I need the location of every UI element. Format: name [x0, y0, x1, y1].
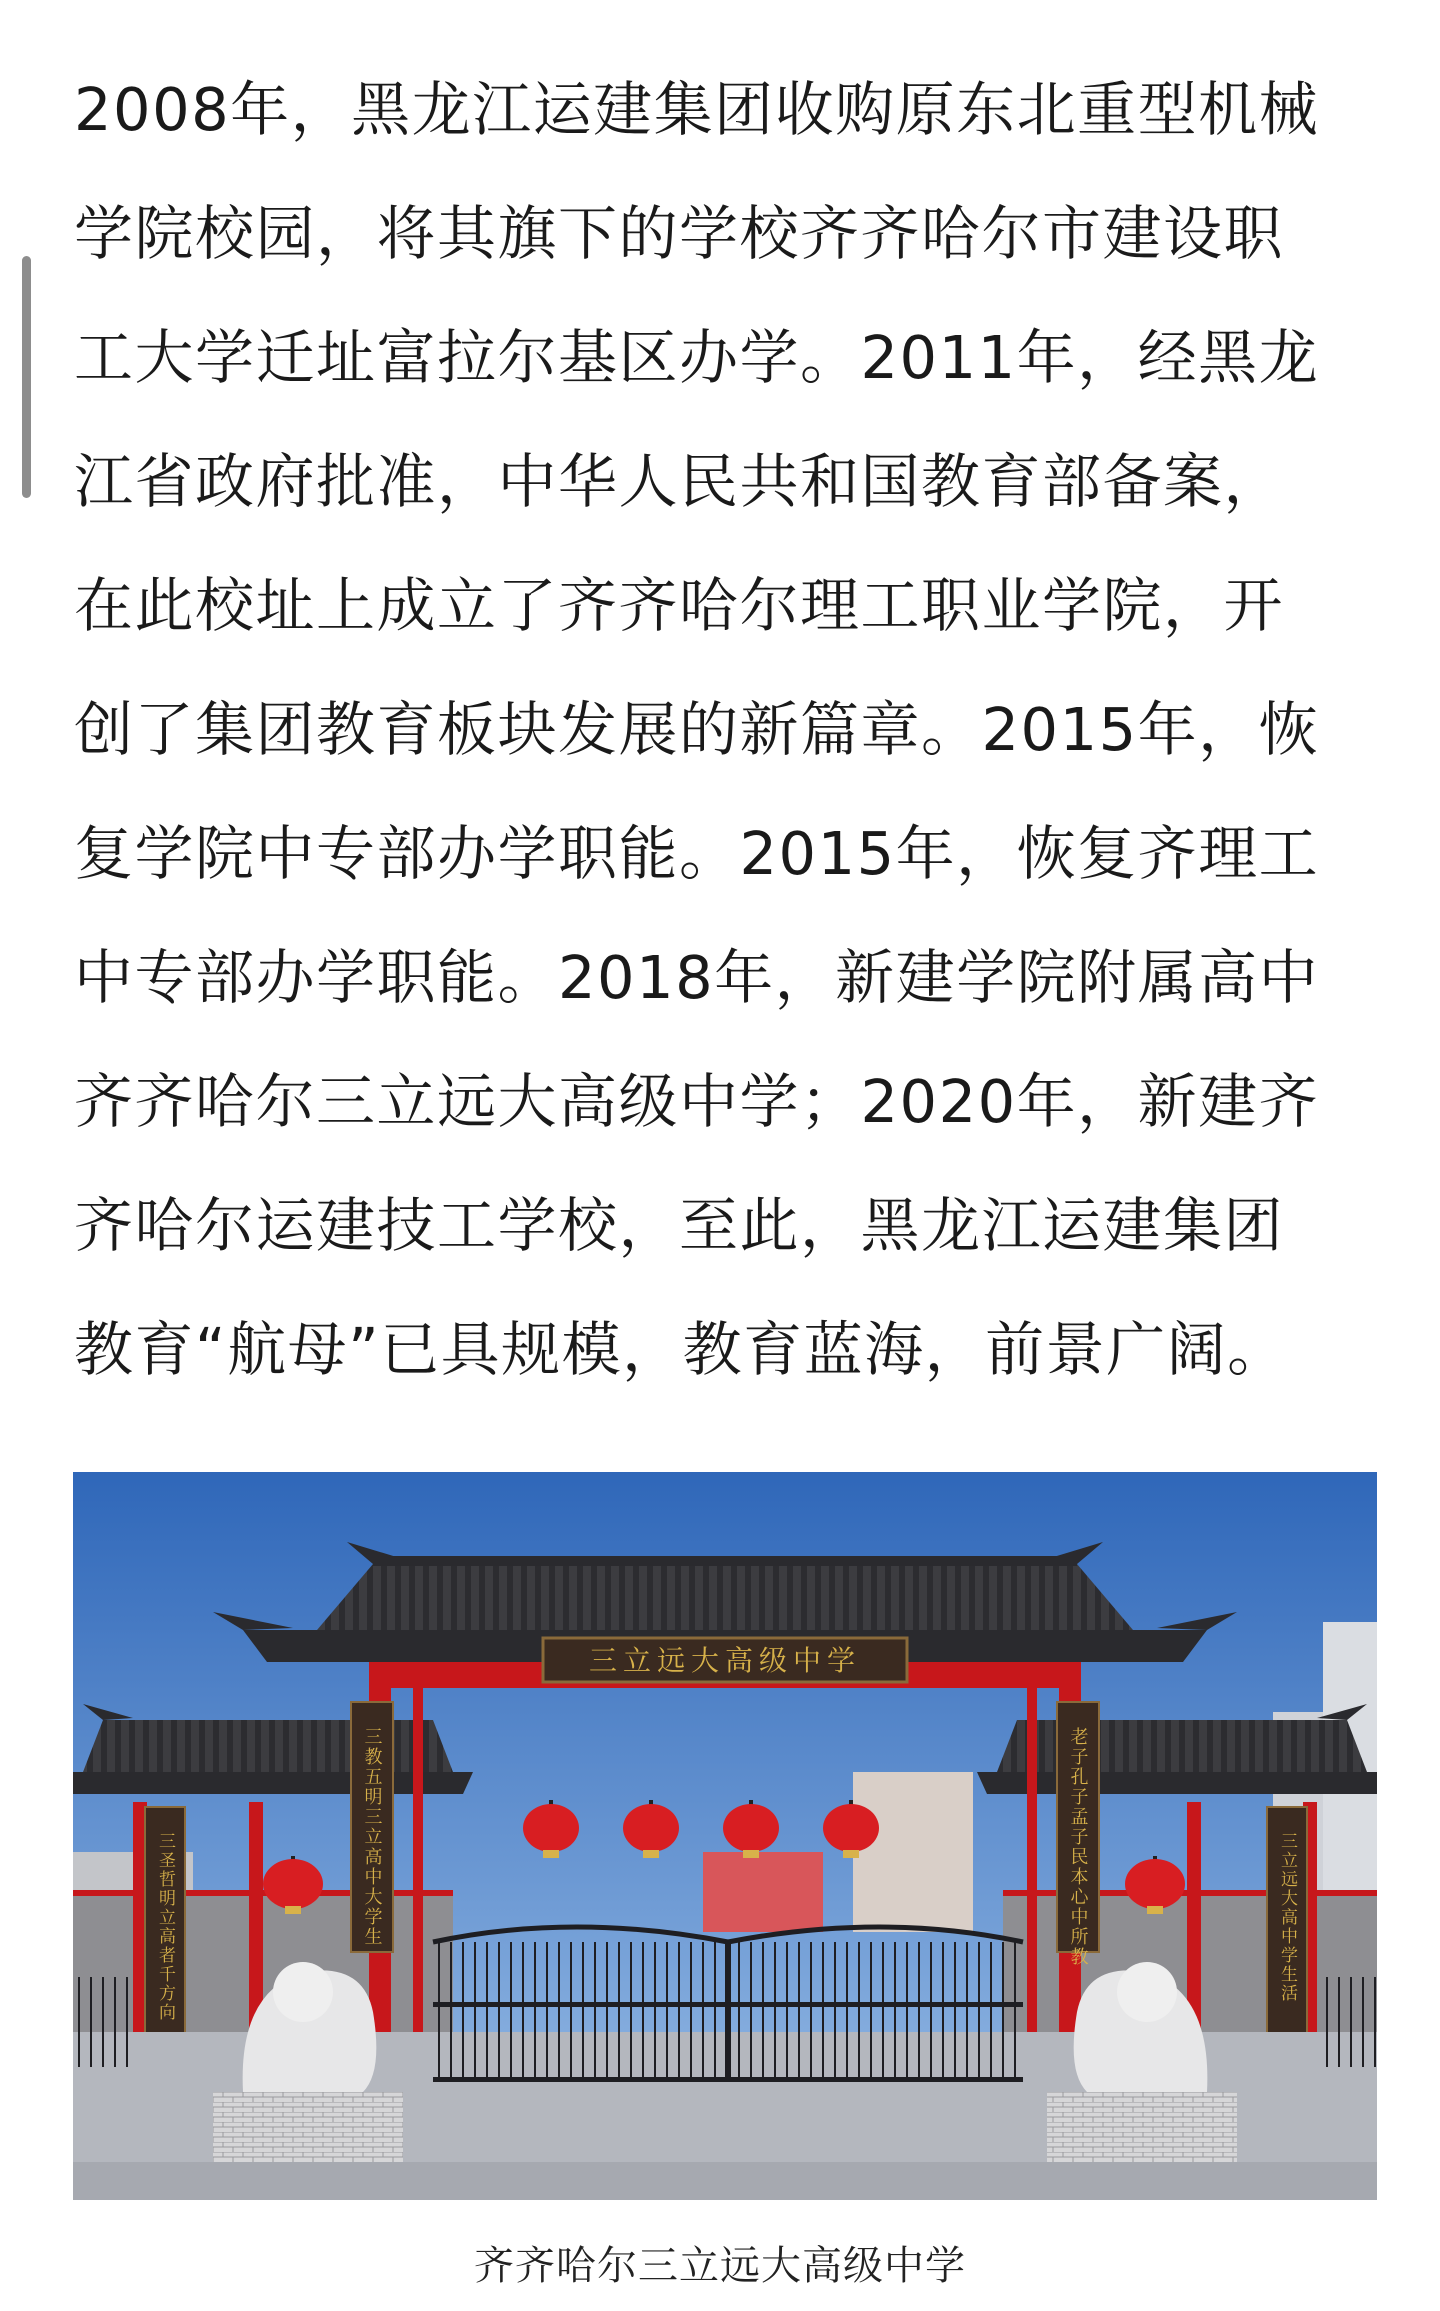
article-line: 复学院中专部办学职能。2015年，恢复齐理工	[74, 819, 1320, 888]
article-line: 学院校园，将其旗下的学校齐齐哈尔市建设职	[74, 199, 1285, 268]
article-line: 工大学迁址富拉尔基区办学。2011年，经黑龙	[74, 323, 1320, 392]
iron-gate	[433, 1927, 1023, 2082]
gate-sign-text: 三立远大高级中学	[588, 1644, 862, 1677]
article-line: 齐齐哈尔三立远大高级中学；2020年，新建齐	[74, 1067, 1320, 1136]
far-left-couplet-text: 三圣哲明立高者千方向	[155, 1832, 175, 2022]
article-body	[74, 48, 1384, 1412]
article-line: 2008年，黑龙江运建集团收购原东北重型机械	[74, 75, 1320, 144]
left-couplet-text: 三教五明三立高中大学生	[361, 1727, 383, 1947]
article-line: 创了集团教育板块发展的新篇章。2015年，恢	[74, 695, 1320, 764]
article-line: 在此校址上成立了齐齐哈尔理工职业学院，开	[74, 571, 1285, 640]
article-line: 江省政府批准，中华人民共和国教育部备案，	[74, 447, 1285, 516]
gate-sign-board	[543, 1638, 907, 1682]
article-line: 中专部办学职能。2018年，新建学院附属高中	[74, 943, 1320, 1012]
scrollbar[interactable]	[22, 256, 31, 498]
article-line: 教育“航母”已具规模，教育蓝海，前景广阔。	[74, 1315, 1288, 1384]
far-right-couplet-text: 三立远大高中学生活	[1277, 1832, 1297, 2003]
photo-caption: 齐齐哈尔三立远大高级中学	[474, 2243, 966, 2289]
right-couplet-text: 老子孔子孟子民本心中所教	[1067, 1727, 1089, 1967]
article-line: 齐哈尔运建技工学校，至此，黑龙江运建集团	[74, 1191, 1285, 1260]
school-gate-photo[interactable]	[73, 1472, 1377, 2200]
